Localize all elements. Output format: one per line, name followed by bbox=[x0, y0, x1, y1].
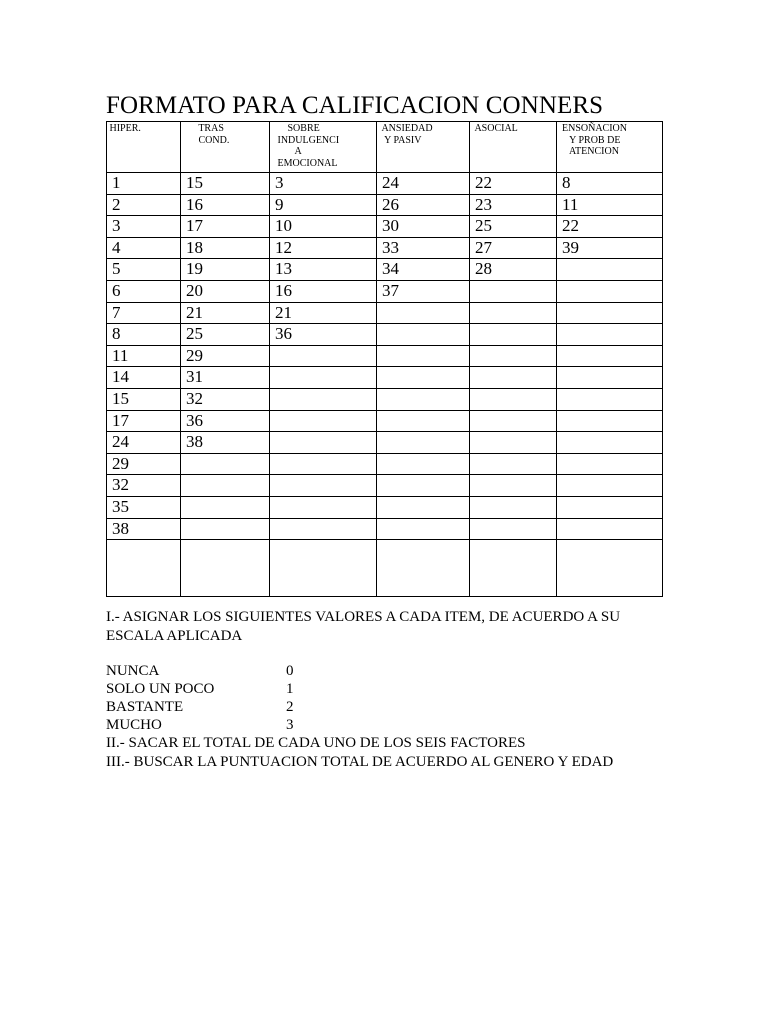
table-cell: 31 bbox=[181, 367, 270, 389]
instruction-step-3: III.- BUSCAR LA PUNTUACION TOTAL DE ACUERDO AL GENERO Y EDAD bbox=[106, 753, 614, 770]
table-cell bbox=[470, 540, 557, 597]
table-cell: 7 bbox=[107, 302, 181, 324]
table-cell bbox=[377, 324, 470, 346]
document-title: FORMATO PARA CALIFICACION CONNERS bbox=[106, 92, 604, 119]
table-cell bbox=[270, 475, 377, 497]
header-hiper: HIPER. bbox=[107, 122, 181, 173]
table-cell bbox=[107, 540, 181, 597]
table-cell: 34 bbox=[377, 259, 470, 281]
table-cell bbox=[557, 432, 663, 454]
table-cell: 2 bbox=[107, 194, 181, 216]
scale-label: BASTANTE bbox=[106, 699, 184, 715]
table-header-row bbox=[107, 122, 663, 173]
table-cell bbox=[557, 367, 663, 389]
instruction-step-1: I.- ASIGNAR LOS SIGUIENTES VALORES A CADA ITEM, DE ACUERDO A SU ESCALA APLICADA bbox=[106, 609, 621, 644]
table-cell: 22 bbox=[470, 173, 557, 195]
table-cell bbox=[557, 302, 663, 324]
table-cell bbox=[557, 345, 663, 367]
table-cell bbox=[270, 345, 377, 367]
table-cell: 19 bbox=[181, 259, 270, 281]
table-cell bbox=[181, 496, 270, 518]
table-cell: 4 bbox=[107, 237, 181, 259]
table-row bbox=[107, 345, 663, 367]
scale-row bbox=[106, 680, 666, 698]
table-cell bbox=[377, 388, 470, 410]
table-cell: 38 bbox=[181, 432, 270, 454]
table-cell: 29 bbox=[181, 345, 270, 367]
table-cell: 25 bbox=[181, 324, 270, 346]
table-cell: 16 bbox=[181, 194, 270, 216]
table-cell bbox=[470, 410, 557, 432]
table-row bbox=[107, 259, 663, 281]
table-cell: 35 bbox=[107, 496, 181, 518]
header-ensonacion: ENSOÑACION Y PROB DE ATENCION bbox=[557, 122, 663, 173]
table-cell: 9 bbox=[270, 194, 377, 216]
table-cell: 8 bbox=[557, 173, 663, 195]
table-row bbox=[107, 475, 663, 497]
table-cell: 29 bbox=[107, 453, 181, 475]
table-row bbox=[107, 194, 663, 216]
header-sobre-indulgencia: SOBRE INDULGENCI A EMOCIONAL bbox=[270, 122, 377, 173]
table-cell bbox=[470, 432, 557, 454]
table-cell bbox=[270, 432, 377, 454]
table-cell: 20 bbox=[181, 280, 270, 302]
table-cell bbox=[377, 453, 470, 475]
table-cell bbox=[377, 302, 470, 324]
table-cell bbox=[377, 367, 470, 389]
scale-value: 3 bbox=[286, 717, 294, 733]
table-cell bbox=[557, 324, 663, 346]
table-cell: 21 bbox=[270, 302, 377, 324]
table-cell: 11 bbox=[107, 345, 181, 367]
table-cell: 16 bbox=[270, 280, 377, 302]
table-cell: 25 bbox=[470, 216, 557, 238]
table-cell: 6 bbox=[107, 280, 181, 302]
table-cell: 8 bbox=[107, 324, 181, 346]
table-cell bbox=[557, 410, 663, 432]
table-cell bbox=[470, 280, 557, 302]
scale-label: SOLO UN POCO bbox=[106, 681, 215, 697]
table-cell: 39 bbox=[557, 237, 663, 259]
table-cell: 37 bbox=[377, 280, 470, 302]
table-cell bbox=[557, 453, 663, 475]
scale-label: MUCHO bbox=[106, 717, 162, 733]
table-cell: 32 bbox=[181, 388, 270, 410]
table-row bbox=[107, 410, 663, 432]
table-cell bbox=[557, 475, 663, 497]
scale-value: 1 bbox=[286, 681, 294, 697]
table-cell bbox=[470, 496, 557, 518]
table-cell bbox=[557, 280, 663, 302]
table-cell: 21 bbox=[181, 302, 270, 324]
scale-row bbox=[106, 716, 666, 734]
table-cell bbox=[181, 540, 270, 597]
table-cell bbox=[470, 302, 557, 324]
table-cell: 13 bbox=[270, 259, 377, 281]
table-cell bbox=[270, 410, 377, 432]
table-cell bbox=[470, 367, 557, 389]
table-cell bbox=[470, 453, 557, 475]
table-cell: 3 bbox=[107, 216, 181, 238]
table-cell bbox=[470, 345, 557, 367]
table-cell: 12 bbox=[270, 237, 377, 259]
table-cell bbox=[470, 518, 557, 540]
table-cell bbox=[557, 259, 663, 281]
table-cell: 30 bbox=[377, 216, 470, 238]
table-cell: 26 bbox=[377, 194, 470, 216]
table-cell: 11 bbox=[557, 194, 663, 216]
table-cell bbox=[181, 453, 270, 475]
table-cell bbox=[377, 432, 470, 454]
table-cell bbox=[470, 324, 557, 346]
table-cell: 24 bbox=[377, 173, 470, 195]
table-cell bbox=[270, 388, 377, 410]
header-ansiedad: ANSIEDAD Y PASIV bbox=[377, 122, 470, 173]
table-cell: 23 bbox=[470, 194, 557, 216]
table-cell bbox=[470, 388, 557, 410]
instructions bbox=[106, 608, 666, 771]
table-cell bbox=[557, 496, 663, 518]
table-cell bbox=[181, 518, 270, 540]
value-scale bbox=[106, 662, 666, 734]
table-cell: 27 bbox=[470, 237, 557, 259]
table-row bbox=[107, 388, 663, 410]
table-cell: 32 bbox=[107, 475, 181, 497]
table-cell bbox=[377, 410, 470, 432]
scale-row bbox=[106, 662, 666, 680]
table-cell bbox=[270, 540, 377, 597]
table-row bbox=[107, 173, 663, 195]
table-cell bbox=[270, 367, 377, 389]
table-cell bbox=[377, 540, 470, 597]
table-cell bbox=[270, 453, 377, 475]
instruction-step-2: II.- SACAR EL TOTAL DE CADA UNO DE LOS SEIS FACTORES bbox=[106, 735, 526, 751]
table-cell: 15 bbox=[107, 388, 181, 410]
scoring-table bbox=[106, 121, 663, 597]
header-asocial: ASOCIAL bbox=[470, 122, 557, 173]
table-cell bbox=[270, 518, 377, 540]
table-body bbox=[107, 173, 663, 597]
table-cell: 10 bbox=[270, 216, 377, 238]
table-cell bbox=[377, 475, 470, 497]
table-cell bbox=[557, 518, 663, 540]
table-cell: 33 bbox=[377, 237, 470, 259]
table-row bbox=[107, 496, 663, 518]
table-cell: 36 bbox=[270, 324, 377, 346]
table-row bbox=[107, 324, 663, 346]
table-row bbox=[107, 367, 663, 389]
table-cell: 36 bbox=[181, 410, 270, 432]
table-cell: 24 bbox=[107, 432, 181, 454]
table-cell: 28 bbox=[470, 259, 557, 281]
table-row bbox=[107, 540, 663, 597]
table-cell bbox=[377, 345, 470, 367]
table-cell: 3 bbox=[270, 173, 377, 195]
table-cell: 18 bbox=[181, 237, 270, 259]
table-row bbox=[107, 280, 663, 302]
scale-value: 2 bbox=[286, 699, 294, 715]
scale-row bbox=[106, 698, 666, 716]
table-row bbox=[107, 237, 663, 259]
table-row bbox=[107, 432, 663, 454]
table-cell bbox=[470, 475, 557, 497]
table-cell bbox=[377, 496, 470, 518]
table-cell: 17 bbox=[107, 410, 181, 432]
table-cell: 38 bbox=[107, 518, 181, 540]
scale-value: 0 bbox=[286, 663, 294, 679]
table-cell bbox=[557, 388, 663, 410]
header-tras-cond: TRAS COND. bbox=[181, 122, 270, 173]
table-cell: 1 bbox=[107, 173, 181, 195]
table-row bbox=[107, 302, 663, 324]
table-cell bbox=[377, 518, 470, 540]
table-row bbox=[107, 216, 663, 238]
table-cell bbox=[181, 475, 270, 497]
scale-label: NUNCA bbox=[106, 663, 160, 679]
table-cell: 5 bbox=[107, 259, 181, 281]
table-row bbox=[107, 453, 663, 475]
table-cell: 22 bbox=[557, 216, 663, 238]
table-cell: 14 bbox=[107, 367, 181, 389]
table-cell bbox=[557, 540, 663, 597]
table-row bbox=[107, 518, 663, 540]
table-cell: 15 bbox=[181, 173, 270, 195]
table-cell bbox=[270, 496, 377, 518]
table-cell: 17 bbox=[181, 216, 270, 238]
